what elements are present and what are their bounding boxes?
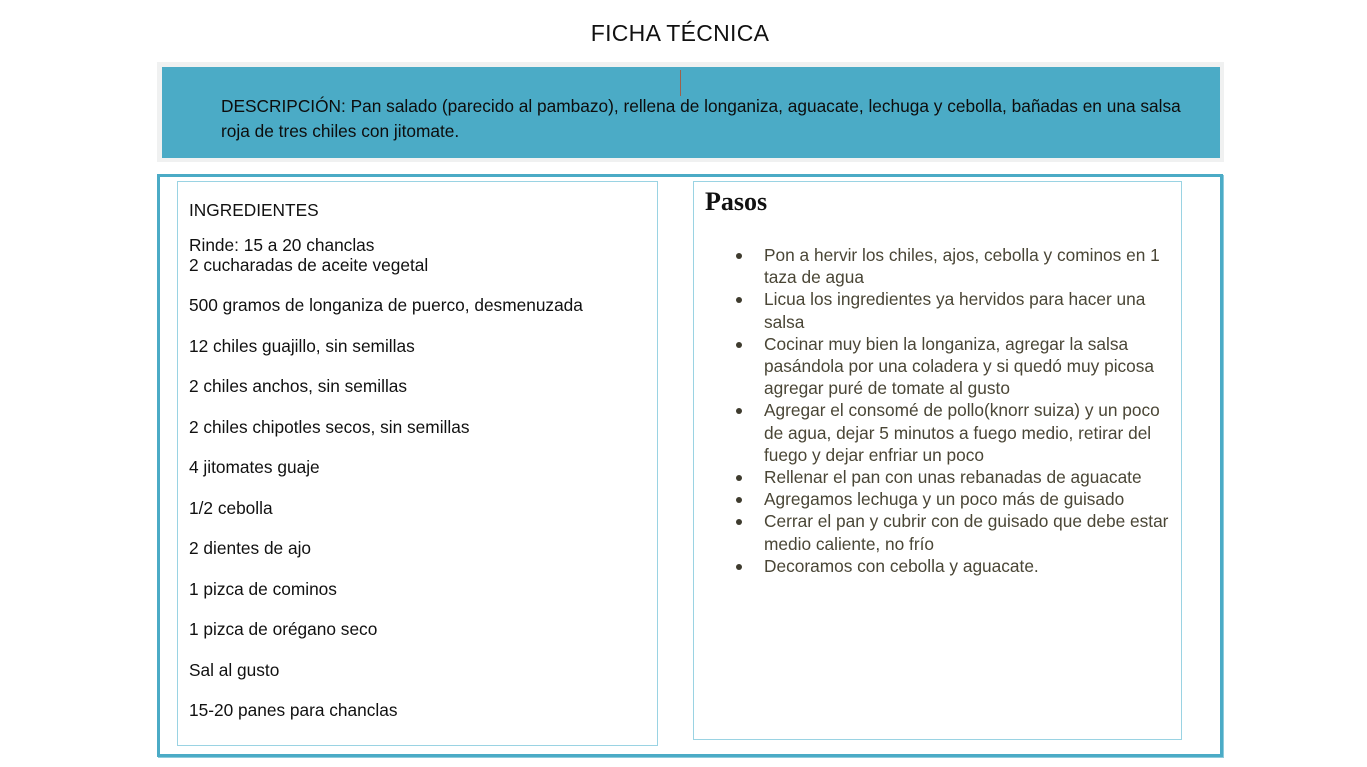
ingredient-item: 4 jitomates guaje <box>189 457 320 477</box>
ingredients-list <box>189 235 583 720</box>
ingredient-item: Rinde: 15 a 20 chanclas <box>189 235 375 255</box>
step-item <box>764 510 1174 554</box>
step-item <box>764 466 1174 488</box>
step-text: Cerrar el pan y cubrir con de guisado que debe estar medio caliente, no frío <box>764 511 1169 554</box>
ingredient-item: 2 cucharadas de aceite vegetal <box>189 255 429 275</box>
step-item <box>764 288 1174 332</box>
step-text: Pon a hervir los chiles, ajos, cebolla y cominos en 1 taza de agua <box>764 245 1160 288</box>
ingredients-heading: INGREDIENTES <box>189 200 319 220</box>
ingredient-item: 12 chiles guajillo, sin semillas <box>189 336 415 356</box>
ingredient-item: 2 chiles anchos, sin semillas <box>189 376 408 396</box>
step-item <box>764 555 1174 577</box>
ingredient-item: Sal al gusto <box>189 660 280 680</box>
steps-heading: Pasos <box>705 187 768 216</box>
text-cursor <box>680 70 681 96</box>
step-text: Cocinar muy bien la longaniza, agregar la salsa pasándola por una coladera y si quedó muy picosa agregar puré de tomate al gusto <box>764 333 1155 399</box>
page-title: FICHA TÉCNICA <box>590 20 770 46</box>
ingredient-item: 15-20 panes para chanclas <box>189 700 398 720</box>
step-text: Agregar el consomé de pollo(knorr suiza) y un poco de agua, dejar 5 minutos a fuego medio, retirar del fuego y dejar enfriar un poco <box>764 400 1160 465</box>
bullet-icon <box>736 253 742 259</box>
step-text: Agregamos lechuga y un poco más de guisado <box>764 489 1125 510</box>
ingredient-item: 1 pizca de orégano seco <box>189 619 378 639</box>
step-item <box>764 333 1174 400</box>
ingredient-item: 2 dientes de ajo <box>189 538 312 558</box>
step-item <box>764 399 1174 466</box>
ingredient-item: 2 chiles chipotles secos, sin semillas <box>189 417 470 437</box>
step-item <box>764 488 1174 510</box>
bullet-icon <box>736 342 742 348</box>
step-text: Licua los ingredientes ya hervidos para hacer una salsa <box>764 289 1146 332</box>
ingredient-item: 500 gramos de longaniza de puerco, desmenuzada <box>189 295 583 315</box>
steps-list <box>764 244 1174 577</box>
step-text: Decoramos con cebolla y aguacate. <box>764 555 1039 576</box>
bullet-icon <box>736 475 742 481</box>
bullet-icon <box>736 564 742 570</box>
ingredient-item: 1/2 cebolla <box>189 498 273 518</box>
description-text: DESCRIPCIÓN: Pan salado (parecido al pambazo), rellena de longaniza, aguacate, lechuga y cebolla, bañadas en una salsa roja de tres chiles con jitomate. <box>221 96 1181 141</box>
step-item <box>764 244 1174 288</box>
step-text: Rellenar el pan con unas rebanadas de aguacate <box>764 467 1142 488</box>
ingredient-item: 1 pizca de cominos <box>189 579 337 599</box>
